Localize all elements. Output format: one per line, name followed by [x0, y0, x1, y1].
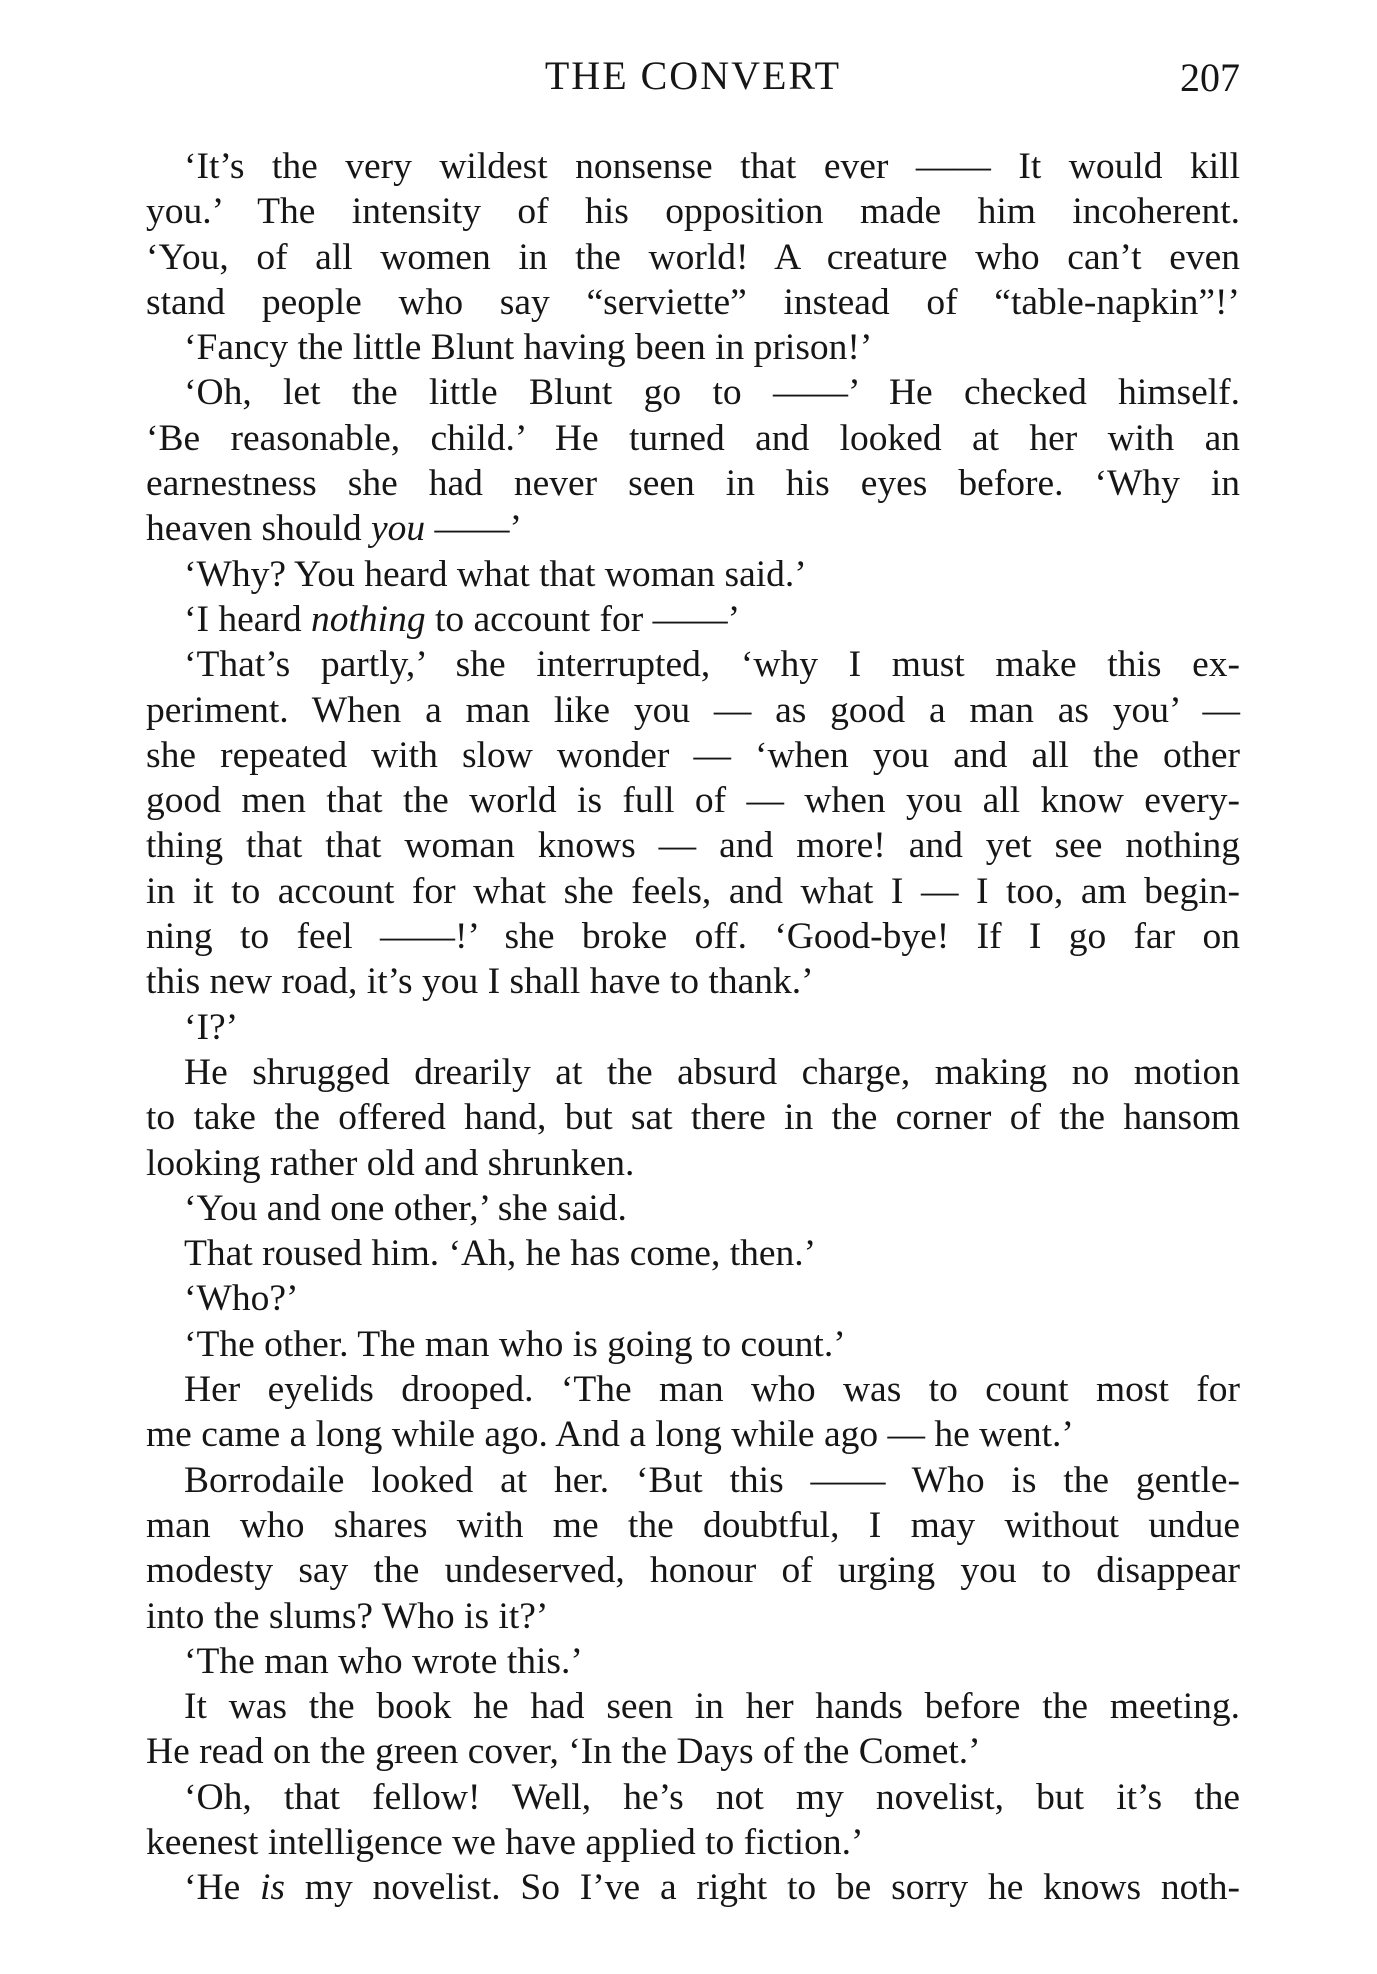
- text-run: heaven should: [146, 508, 371, 550]
- text-run: to account for ——’: [425, 598, 741, 640]
- text-run: ——’: [425, 508, 522, 550]
- italic-word: you: [370, 508, 426, 550]
- text-line: keenest intelligence we have applied to fiction.’: [146, 1821, 864, 1863]
- text-line: ‘Oh, that fellow! Well, he’s not my novelist, but it’s the: [184, 1776, 1240, 1818]
- text-line: good men that the world is full of — when you all know every-: [146, 780, 1240, 822]
- text-line: thing that that woman knows — and more! and yet see nothing: [146, 825, 1240, 867]
- text-line: to take the offered hand, but sat there in the corner of the hansom: [146, 1097, 1240, 1139]
- text-run: ‘I heard: [184, 598, 312, 640]
- text-line: [146, 1865, 1240, 1910]
- text-line: ‘Who?’: [184, 1278, 299, 1320]
- text-line: [146, 506, 1240, 551]
- text-line: earnestness she had never seen in his eyes before. ‘Why in: [146, 463, 1240, 505]
- text-line: He read on the green cover, ‘In the Days of the Comet.’: [146, 1731, 981, 1773]
- text-line: ‘Be reasonable, child.’ He turned and looked at her with an: [146, 417, 1240, 459]
- text-line: ‘It’s the very wildest nonsense that ever —— It would kill: [184, 146, 1240, 187]
- text-line: you.’ The intensity of his opposition made him incoherent.: [146, 191, 1240, 233]
- text-line: [146, 597, 1240, 642]
- text-line: He shrugged drearily at the absurd charge, making no motion: [184, 1051, 1240, 1093]
- text-run: ‘He: [184, 1867, 260, 1909]
- text-line: ‘The man who wrote this.’: [184, 1640, 583, 1682]
- text-line: me came a long while ago. And a long while ago — he went.’: [146, 1414, 1074, 1456]
- text-line: ning to feel ——!’ she broke off. ‘Good-bye! If I go far on: [146, 916, 1240, 958]
- text-line: looking rather old and shrunken.: [146, 1142, 635, 1184]
- text-line: ‘Oh, let the little Blunt go to ——’ He checked himself.: [184, 372, 1240, 414]
- text-line: modesty say the undeserved, honour of urging you to disappear: [146, 1550, 1240, 1592]
- text-line: into the slums? Who is it?’: [146, 1595, 549, 1637]
- text-line: in it to account for what she feels, and what I — I too, am begin-: [146, 870, 1240, 912]
- text-line: she repeated with slow wonder — ‘when you and all the other: [146, 734, 1240, 776]
- text-line: ‘You, of all women in the world! A creature who can’t even: [146, 236, 1240, 278]
- text-line: periment. When a man like you — as good a man as you’ —: [146, 689, 1240, 731]
- text-line: ‘Why? You heard what that woman said.’: [184, 553, 807, 595]
- text-line: ‘I?’: [184, 1006, 239, 1048]
- text-line: man who shares with me the doubtful, I may without undue: [146, 1504, 1240, 1546]
- body-text: [146, 144, 1240, 1911]
- running-title: THE CONVERT: [544, 53, 842, 98]
- italic-word: is: [260, 1867, 286, 1909]
- page-header: [146, 52, 1240, 102]
- italic-word: nothing: [311, 598, 426, 640]
- text-line: That roused him. ‘Ah, he has come, then.’: [184, 1233, 817, 1275]
- text-line: this new road, it’s you I shall have to thank.’: [146, 961, 814, 1003]
- text-line: Her eyelids drooped. ‘The man who was to count most for: [184, 1369, 1240, 1411]
- text-line: ‘You and one other,’ she said.: [184, 1187, 627, 1229]
- text-line: ‘That’s partly,’ she interrupted, ‘why I must make this ex-: [184, 644, 1240, 686]
- page-number: 207: [1180, 55, 1240, 100]
- text-run: my novelist. So I’ve a right to be sorry he knows noth-: [285, 1867, 1240, 1909]
- text-line: stand people who say “serviette” instead of “table-napkin”!’: [146, 281, 1240, 323]
- text-line: Borrodaile looked at her. ‘But this —— Who is the gentle-: [184, 1459, 1240, 1501]
- text-line: ‘The other. The man who is going to count.’: [184, 1323, 846, 1365]
- text-line: ‘Fancy the little Blunt having been in prison!’: [184, 327, 873, 369]
- text-line: It was the book he had seen in her hands before the meeting.: [184, 1686, 1240, 1728]
